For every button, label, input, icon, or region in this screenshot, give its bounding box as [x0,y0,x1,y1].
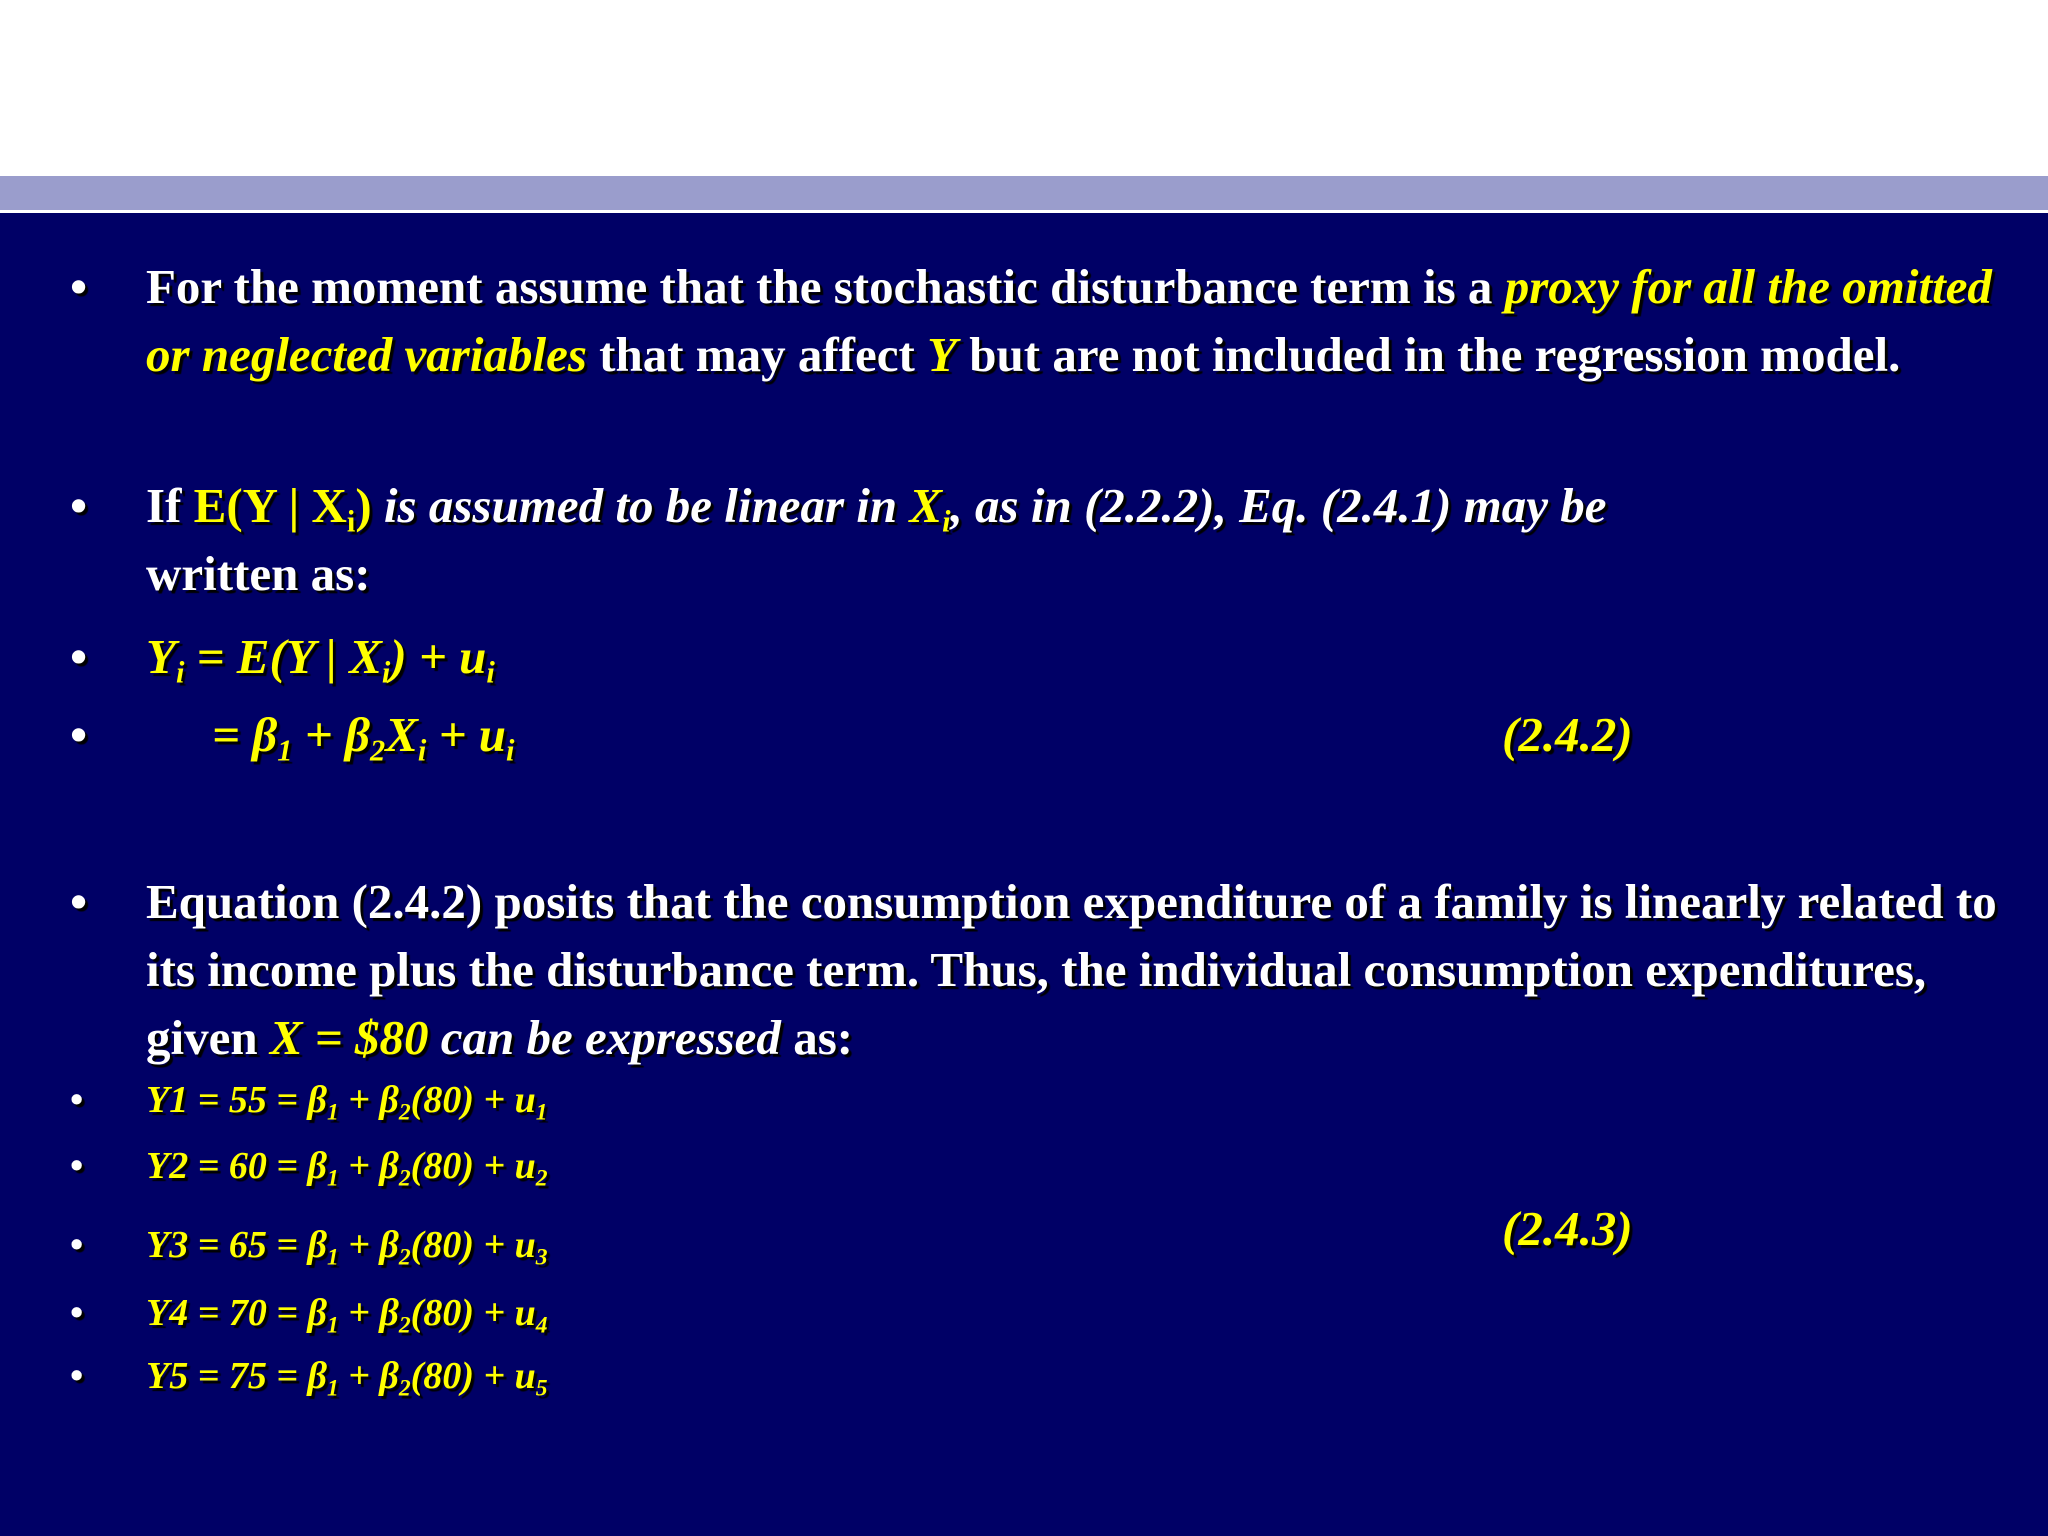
bullet-marker: • [70,629,88,684]
bullet-marker: • [70,1355,84,1397]
text-run: E(Y | X [193,478,347,533]
subscript: 3 [535,1244,548,1271]
text-run: X [385,707,418,762]
equation-text [146,623,2026,691]
slide-body [0,213,2048,1536]
subscript: 1 [326,1099,339,1126]
highlight-text: proxy for all the omitted or neglected variables [146,259,1992,382]
text-run: (80) + u [410,1292,536,1334]
highlight-text [909,478,951,539]
highlight-text: X = $80 [269,1010,429,1065]
equation-text [146,1220,2026,1270]
text-run: that may affect [586,327,928,382]
subscript: 1 [535,1099,548,1126]
text-run: Y [146,629,176,684]
bullet-text [146,253,2026,389]
subscript: i [175,655,185,690]
subscript: 1 [326,1244,339,1271]
text-run: Y5 = 75 = β [146,1355,327,1397]
text-run: Y3 = 65 = β [146,1224,327,1266]
equation-number: (2.4.3) [1502,1201,1633,1256]
subscript: 1 [277,733,293,768]
text-run: written as: [146,546,371,601]
bullet-marker: • [70,707,88,762]
equation-text [146,1288,2026,1338]
bullet-marker: • [70,259,88,314]
text-run: For the moment assume that the stochastic disturbance term is a [146,259,1505,314]
highlight-text: Y [927,327,957,382]
bullet-marker: • [70,1079,84,1121]
bullet-marker: • [70,874,88,929]
subscript: 1 [326,1312,339,1339]
subscript: 2 [398,1375,411,1402]
text-run: X [909,478,943,533]
text-run: + β [338,1292,399,1334]
subscript: i [506,733,515,768]
text-run: + β [338,1355,399,1397]
equation-text [212,701,2048,769]
text-run: ) + u [390,629,487,684]
text-run: = β [212,707,278,762]
bullet-marker: • [70,1292,84,1334]
text-run: + β [292,707,370,762]
bullet-marker: • [70,1224,84,1266]
text-run: (80) + u [410,1145,536,1187]
subscript: 2 [535,1165,548,1192]
subscript: 2 [398,1165,411,1192]
bullet-text [146,472,2026,608]
equation-text [146,1141,2026,1191]
subscript: 1 [326,1375,339,1402]
subscript: i [381,655,391,690]
text-run: Y1 = 55 = β [146,1079,327,1121]
subscript: 4 [535,1312,548,1339]
subscript: i [346,504,356,539]
text-run: ) [355,478,372,533]
text-run: Y4 = 70 = β [146,1292,327,1334]
text-run: (80) + u [410,1355,536,1397]
bullet-text [146,868,2026,1072]
text-run: Y2 = 60 = β [146,1145,327,1187]
text-run: If [146,478,194,533]
equation-text [146,1075,2026,1125]
text-run: + β [338,1079,399,1121]
text-run: , as in (2.2.2), Eq. (2.4.1) may be [950,478,1607,533]
subscript: 2 [398,1312,411,1339]
text-run: but are not included in the regression model. [957,327,1901,382]
subscript: 5 [535,1375,548,1402]
text-run: + β [338,1145,399,1187]
subscript: 1 [326,1165,339,1192]
subscript: i [942,504,951,539]
header-band [0,176,2048,210]
text-run: (80) + u [410,1224,536,1266]
subscript: i [417,733,427,768]
slide-title-area [0,0,2048,176]
text-run: can be expressed [428,1010,781,1065]
text-run: as: [780,1010,854,1065]
text-run: = E(Y | X [184,629,382,684]
highlight-text [193,478,372,539]
bullet-marker: • [70,1145,84,1187]
text-run: is assumed to be linear in [371,478,910,533]
equation-text [146,1351,2026,1401]
bullet-marker: • [70,478,88,533]
text-run: + β [338,1224,399,1266]
subscript: 2 [398,1244,411,1271]
subscript: i [486,655,495,690]
text-run: Equation (2.4.2) posits that the consumption expenditure of a family is linearly related to its income plus the disturbance term. Thus, the individual consumption expenditures, given [146,874,1997,1065]
subscript: 2 [370,733,386,768]
subscript: 2 [398,1099,411,1126]
text-run: + u [426,707,507,762]
text-run: (80) + u [410,1079,536,1121]
equation-number: (2.4.2) [1502,707,1633,762]
